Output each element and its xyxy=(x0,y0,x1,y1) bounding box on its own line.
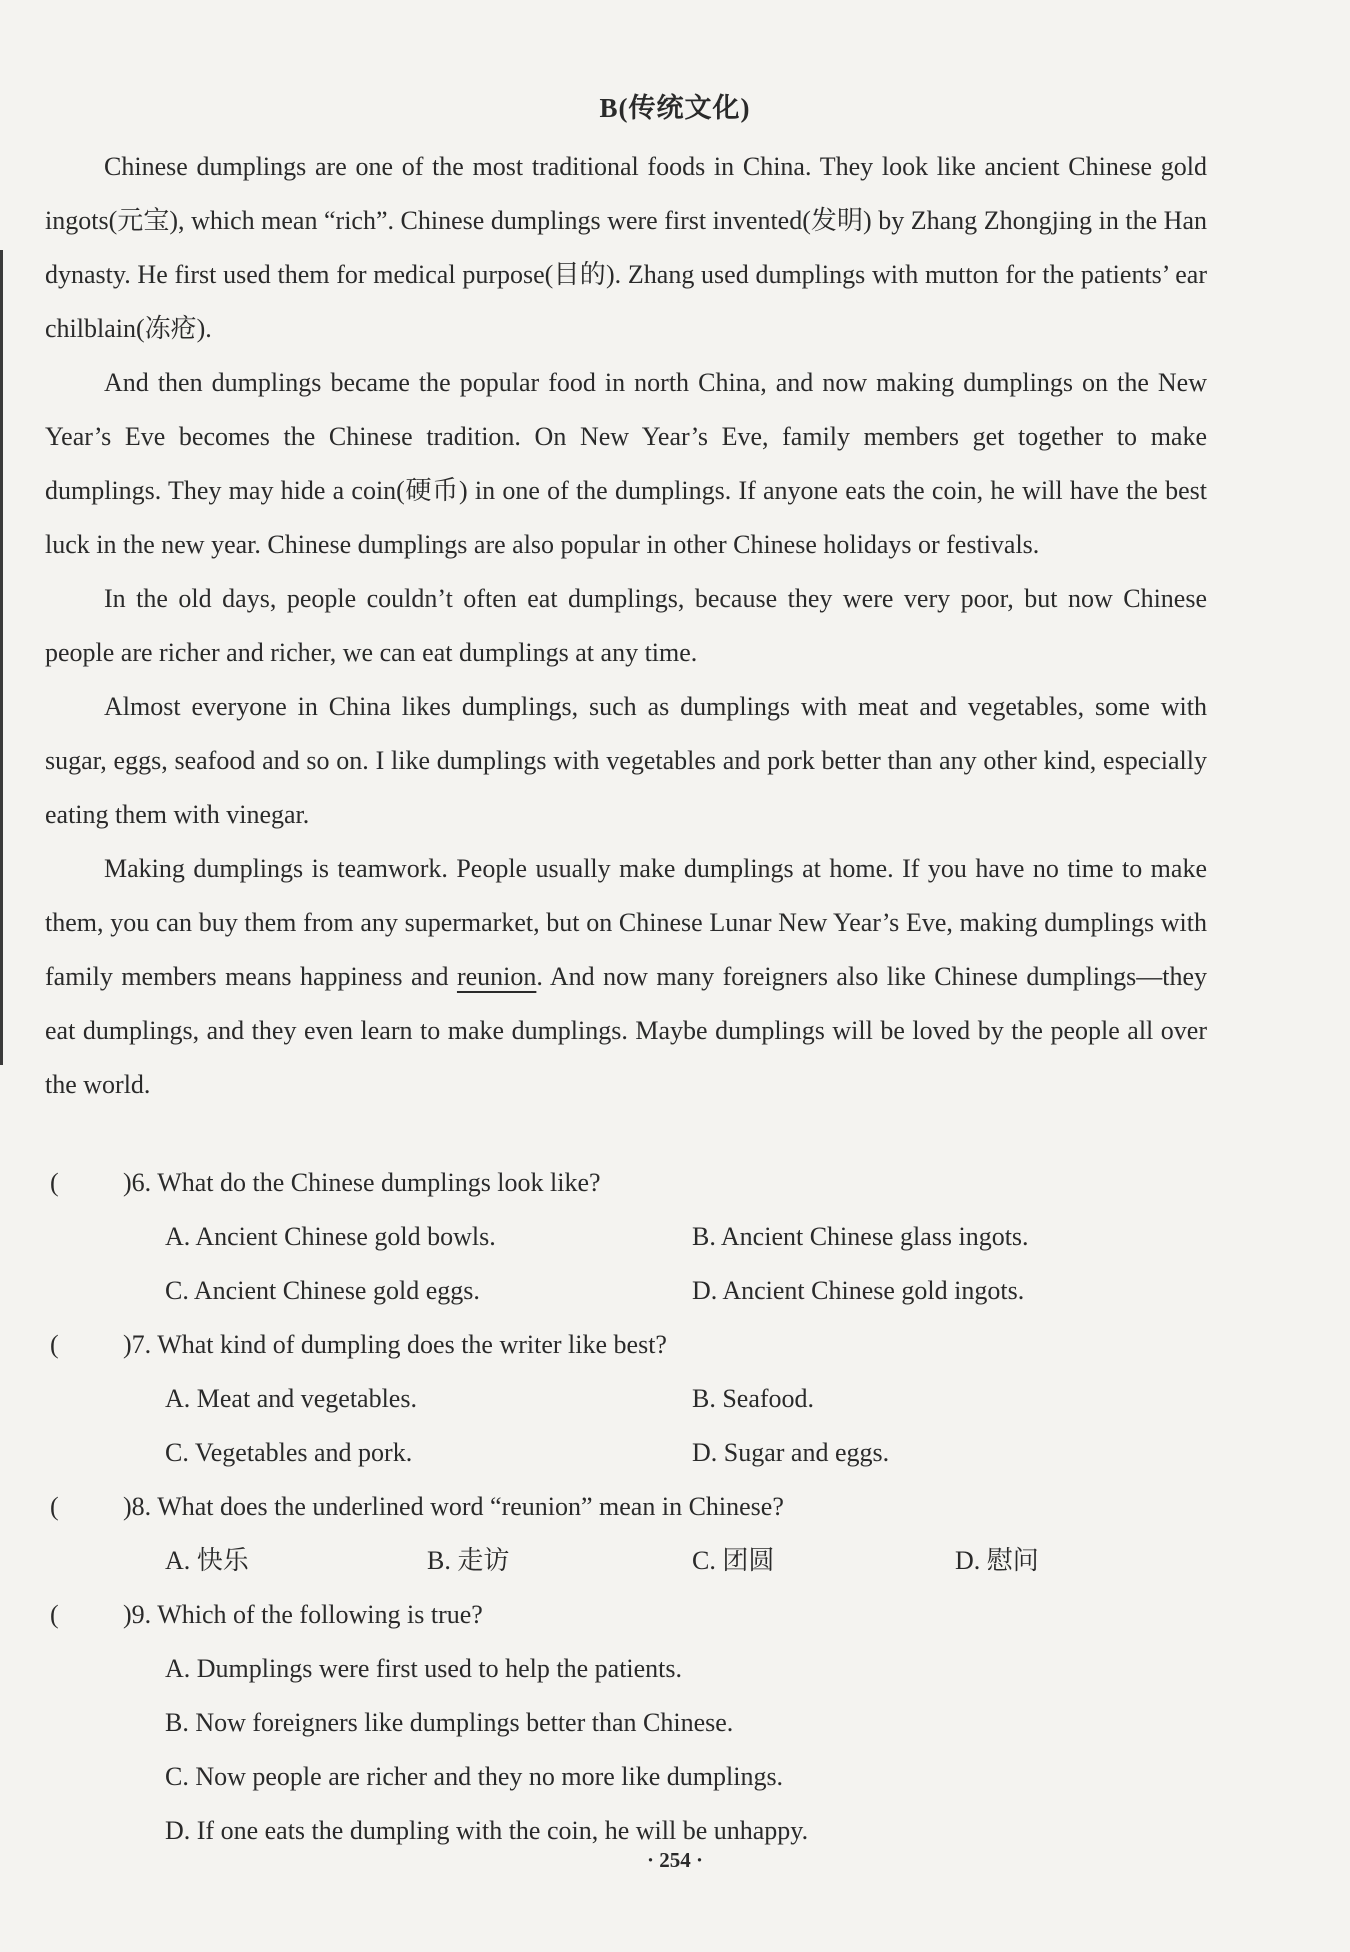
question-7-text: )7. What kind of dumpling does the writer like best? xyxy=(123,1330,667,1359)
passage-paragraph-4: Almost everyone in China likes dumplings, such as dumplings with meat and vegetables, some with sugar, eggs, seafood and so on. I like dumplings with vegetables and pork better than any other kind, especially eating them with vinegar. xyxy=(45,692,1207,829)
answer-blank-7[interactable]: ( xyxy=(50,1330,59,1359)
question-9-option-c: C. Now people are richer and they no more like dumplings. xyxy=(165,1762,784,1791)
question-9-option-b: B. Now foreigners like dumplings better than Chinese. xyxy=(165,1708,734,1737)
question-8-option-b: B. 走访 xyxy=(427,1546,510,1575)
section-title: B(传统文化) xyxy=(599,93,751,123)
question-9 xyxy=(45,1588,1215,1858)
question-6-option-d: D. Ancient Chinese gold ingots. xyxy=(692,1276,1025,1305)
question-7-option-b: B. Seafood. xyxy=(692,1384,815,1413)
question-7-option-a: A. Meat and vegetables. xyxy=(165,1384,417,1413)
question-8 xyxy=(45,1480,1215,1588)
question-6-option-b: B. Ancient Chinese glass ingots. xyxy=(692,1222,1029,1251)
binding-margin-line xyxy=(0,250,3,1065)
passage-paragraph-5 xyxy=(45,842,1207,1112)
question-9-text: )9. Which of the following is true? xyxy=(123,1600,483,1629)
answer-blank-9[interactable]: ( xyxy=(50,1600,59,1629)
question-8-option-d: D. 慰问 xyxy=(955,1546,1039,1575)
question-6 xyxy=(45,1156,1215,1318)
reading-passage xyxy=(45,140,1207,1112)
question-6-option-a: A. Ancient Chinese gold bowls. xyxy=(165,1222,496,1251)
question-7-option-d: D. Sugar and eggs. xyxy=(692,1438,890,1467)
question-6-option-c: C. Ancient Chinese gold eggs. xyxy=(165,1276,480,1305)
question-6-text: )6. What do the Chinese dumplings look like? xyxy=(123,1168,601,1197)
question-7 xyxy=(45,1318,1215,1480)
paragraph-5-text-after: . And now many foreigners also like Chinese dumplings—they eat dumplings, and they even learn to make dumplings. Maybe dumplings will be loved by the people all over the world. xyxy=(45,962,1207,1099)
question-9-option-d: D. If one eats the dumpling with the coin, he will be unhappy. xyxy=(165,1816,809,1845)
underlined-word-reunion: reunion xyxy=(456,962,537,991)
question-8-option-a: A. 快乐 xyxy=(165,1546,249,1575)
passage-paragraph-1: Chinese dumplings are one of the most traditional foods in China. They look like ancient Chinese gold ingots(元宝), which mean “rich”. Chinese dumplings were first invented(发明) by Zhang Zhongjing in the Han dynasty. He first used them for medical purpose(目的). Zhang used dumplings with mutton for the patients’ ear chilblain(冻疮). xyxy=(45,152,1207,343)
question-8-option-c: C. 团圆 xyxy=(692,1546,775,1575)
answer-blank-6[interactable]: ( xyxy=(50,1168,59,1197)
passage-paragraph-2: And then dumplings became the popular food in north China, and now making dumplings on the New Year’s Eve becomes the Chinese tradition. On New Year’s Eve, family members get together to make dumplings. They may hide a coin(硬币) in one of the dumplings. If anyone eats the coin, he will have the best luck in the new year. Chinese dumplings are also popular in other Chinese holidays or festivals. xyxy=(45,368,1207,559)
paragraph-5-text-before: Making dumplings is teamwork. People usually make dumplings at home. If you have no time to make them, you can buy them from any supermarket, but on Chinese Lunar New Year’s Eve, making dumplings with family members means happiness and xyxy=(45,854,1207,991)
question-8-text: )8. What does the underlined word “reunion” mean in Chinese? xyxy=(123,1492,784,1521)
passage-paragraph-3: In the old days, people couldn’t often eat dumplings, because they were very poor, but now Chinese people are richer and richer, we can eat dumplings at any time. xyxy=(45,584,1207,667)
answer-blank-8[interactable]: ( xyxy=(50,1492,59,1521)
question-7-option-c: C. Vegetables and pork. xyxy=(165,1438,413,1467)
page-number: · 254 · xyxy=(646,1848,703,1872)
question-9-option-a: A. Dumplings were first used to help the patients. xyxy=(165,1654,683,1683)
